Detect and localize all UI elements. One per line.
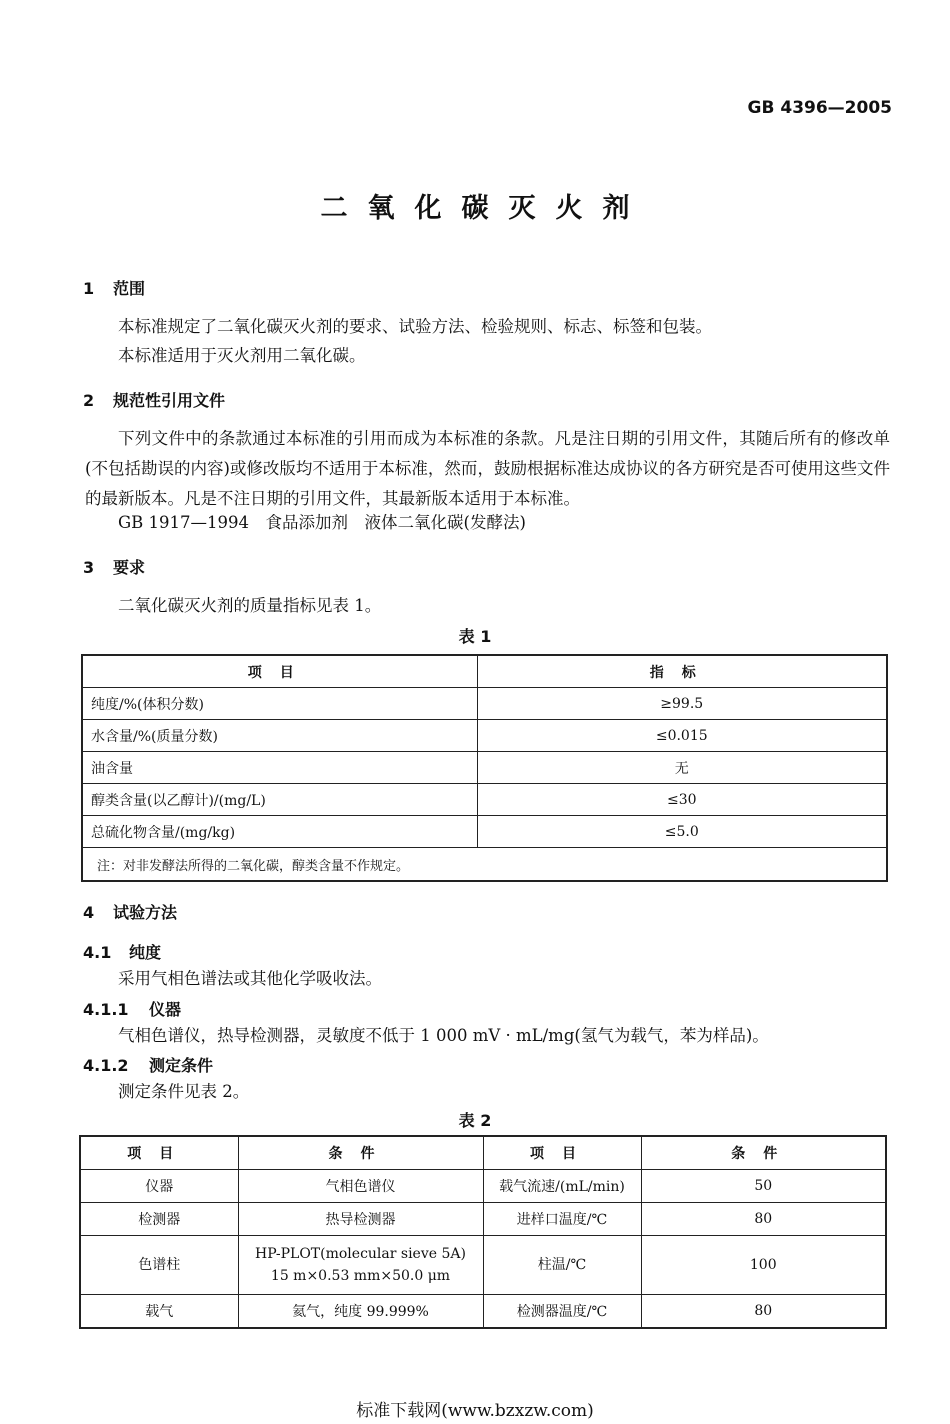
table-header-cell: 条件 [238, 1136, 483, 1170]
section-4-1-p1: 采用气相色谱法或其他化学吸收法。 [118, 969, 382, 988]
section-4-heading [83, 900, 177, 923]
table-cell: 热导检测器 [238, 1203, 483, 1236]
section-number: 4.1.2 [83, 1056, 129, 1075]
table-cell: 水含量/%(质量分数) [82, 720, 477, 752]
table-cell: 总硫化物含量/(mg/kg) [82, 816, 477, 848]
section-4-1-1-p1: 气相色谱仪，热导检测器，灵敏度不低于 1 000 mV · mL/mg(氢气为载气，苯为样品)。 [118, 1026, 769, 1045]
table-cell: 50 [641, 1170, 886, 1203]
footer-watermark: 标准下载网(www.bzxzw.com) [356, 1401, 594, 1421]
table-header-cell: 项目 [80, 1136, 238, 1170]
table-header-row [80, 1136, 886, 1170]
table-header-cell: 项目 [82, 655, 477, 688]
table-cell: 检测器温度/℃ [483, 1295, 641, 1329]
table-cell: 仪器 [80, 1170, 238, 1203]
table-cell: 气相色谱仪 [238, 1170, 483, 1203]
table-cell: ≥99.5 [477, 688, 887, 720]
table-1 [81, 654, 888, 882]
section-3-heading [83, 555, 145, 578]
section-1-p1: 本标准规定了二氧化碳灭火剂的要求、试验方法、检验规则、标志、标签和包装。 [118, 317, 712, 336]
section-number: 2 [83, 391, 95, 410]
table-row [82, 784, 887, 816]
document-title: 二氧化碳灭火剂 [320, 193, 650, 224]
column-spec: 15 m×0.53 mm×50.0 μm [270, 1268, 451, 1284]
section-4-1-heading [83, 940, 161, 963]
table-cell: 油含量 [82, 752, 477, 784]
section-2-heading [83, 388, 225, 411]
section-title: 规范性引用文件 [113, 391, 226, 410]
table-cell: 进样口温度/℃ [483, 1203, 641, 1236]
table-cell: 纯度/%(体积分数) [82, 688, 477, 720]
table-header-cell: 指标 [477, 655, 887, 688]
section-4-1-2-heading [83, 1053, 213, 1076]
section-title: 仪器 [149, 1000, 182, 1019]
section-2-reference: GB 1917—1994 食品添加剂 液体二氧化碳(发酵法) [118, 513, 526, 532]
section-title: 试验方法 [113, 903, 178, 922]
table-cell: 载气流速/(mL/min) [483, 1170, 641, 1203]
table-1-caption: 表 1 [458, 627, 492, 646]
table-row [82, 752, 887, 784]
section-4-1-1-heading [83, 997, 181, 1020]
section-title: 范围 [113, 279, 146, 298]
section-title: 要求 [113, 558, 146, 577]
table-2 [79, 1135, 887, 1329]
table-row [80, 1236, 886, 1295]
section-1-heading [83, 276, 145, 299]
section-number: 4.1.1 [83, 1000, 129, 1019]
table-cell: 100 [641, 1236, 886, 1295]
section-2-p1: 下列文件中的条款通过本标准的引用而成为本标准的条款。凡是注日期的引用文件，其随后所有的修改单(不包括勘误的内容)或修改版均不适用于本标准，然而，鼓励根据标准达成协议的各方研究是否可使用这些文件的最新版本。凡是不注日期的引用文件，其最新版本适用于本标准。 [85, 429, 890, 508]
table-note-row [82, 848, 887, 882]
table-cell: 无 [477, 752, 887, 784]
table-cell: 色谱柱 [80, 1236, 238, 1295]
table-row [82, 688, 887, 720]
table-header-cell: 项目 [483, 1136, 641, 1170]
table-cell: ≤0.015 [477, 720, 887, 752]
table-note: 注：对非发酵法所得的二氧化碳，醇类含量不作规定。 [82, 848, 887, 882]
table-cell: ≤30 [477, 784, 887, 816]
section-number: 4.1 [83, 943, 112, 962]
table-cell: 柱温/℃ [483, 1236, 641, 1295]
section-title: 测定条件 [149, 1056, 214, 1075]
table-cell: 80 [641, 1203, 886, 1236]
table-cell: 检测器 [80, 1203, 238, 1236]
section-number: 3 [83, 558, 95, 577]
table-row [80, 1295, 886, 1329]
section-number: 1 [83, 279, 95, 298]
table-row [82, 720, 887, 752]
table-header-cell: 条件 [641, 1136, 886, 1170]
standard-number: GB 4396—2005 [747, 98, 892, 118]
table-2-caption: 表 2 [458, 1111, 492, 1130]
section-1-p2: 本标准适用于灭火剂用二氧化碳。 [118, 346, 366, 365]
section-4-1-2-p1: 测定条件见表 2。 [118, 1082, 250, 1101]
section-3-p1: 二氧化碳灭火剂的质量指标见表 1。 [118, 596, 382, 615]
table-cell: ≤5.0 [477, 816, 887, 848]
section-number: 4 [83, 903, 95, 922]
section-title: 纯度 [129, 943, 162, 962]
table-cell: 载气 [80, 1295, 238, 1329]
table-cell: 醇类含量(以乙醇计)/(mg/L) [82, 784, 477, 816]
table-row [80, 1203, 886, 1236]
table-row [82, 816, 887, 848]
table-row [80, 1170, 886, 1203]
table-cell: 80 [641, 1295, 886, 1329]
table-header-row [82, 655, 887, 688]
table-cell: 氦气，纯度 99.999% [238, 1295, 483, 1329]
column-type: HP-PLOT(molecular sieve 5A) [255, 1246, 466, 1262]
table-cell [238, 1236, 483, 1295]
